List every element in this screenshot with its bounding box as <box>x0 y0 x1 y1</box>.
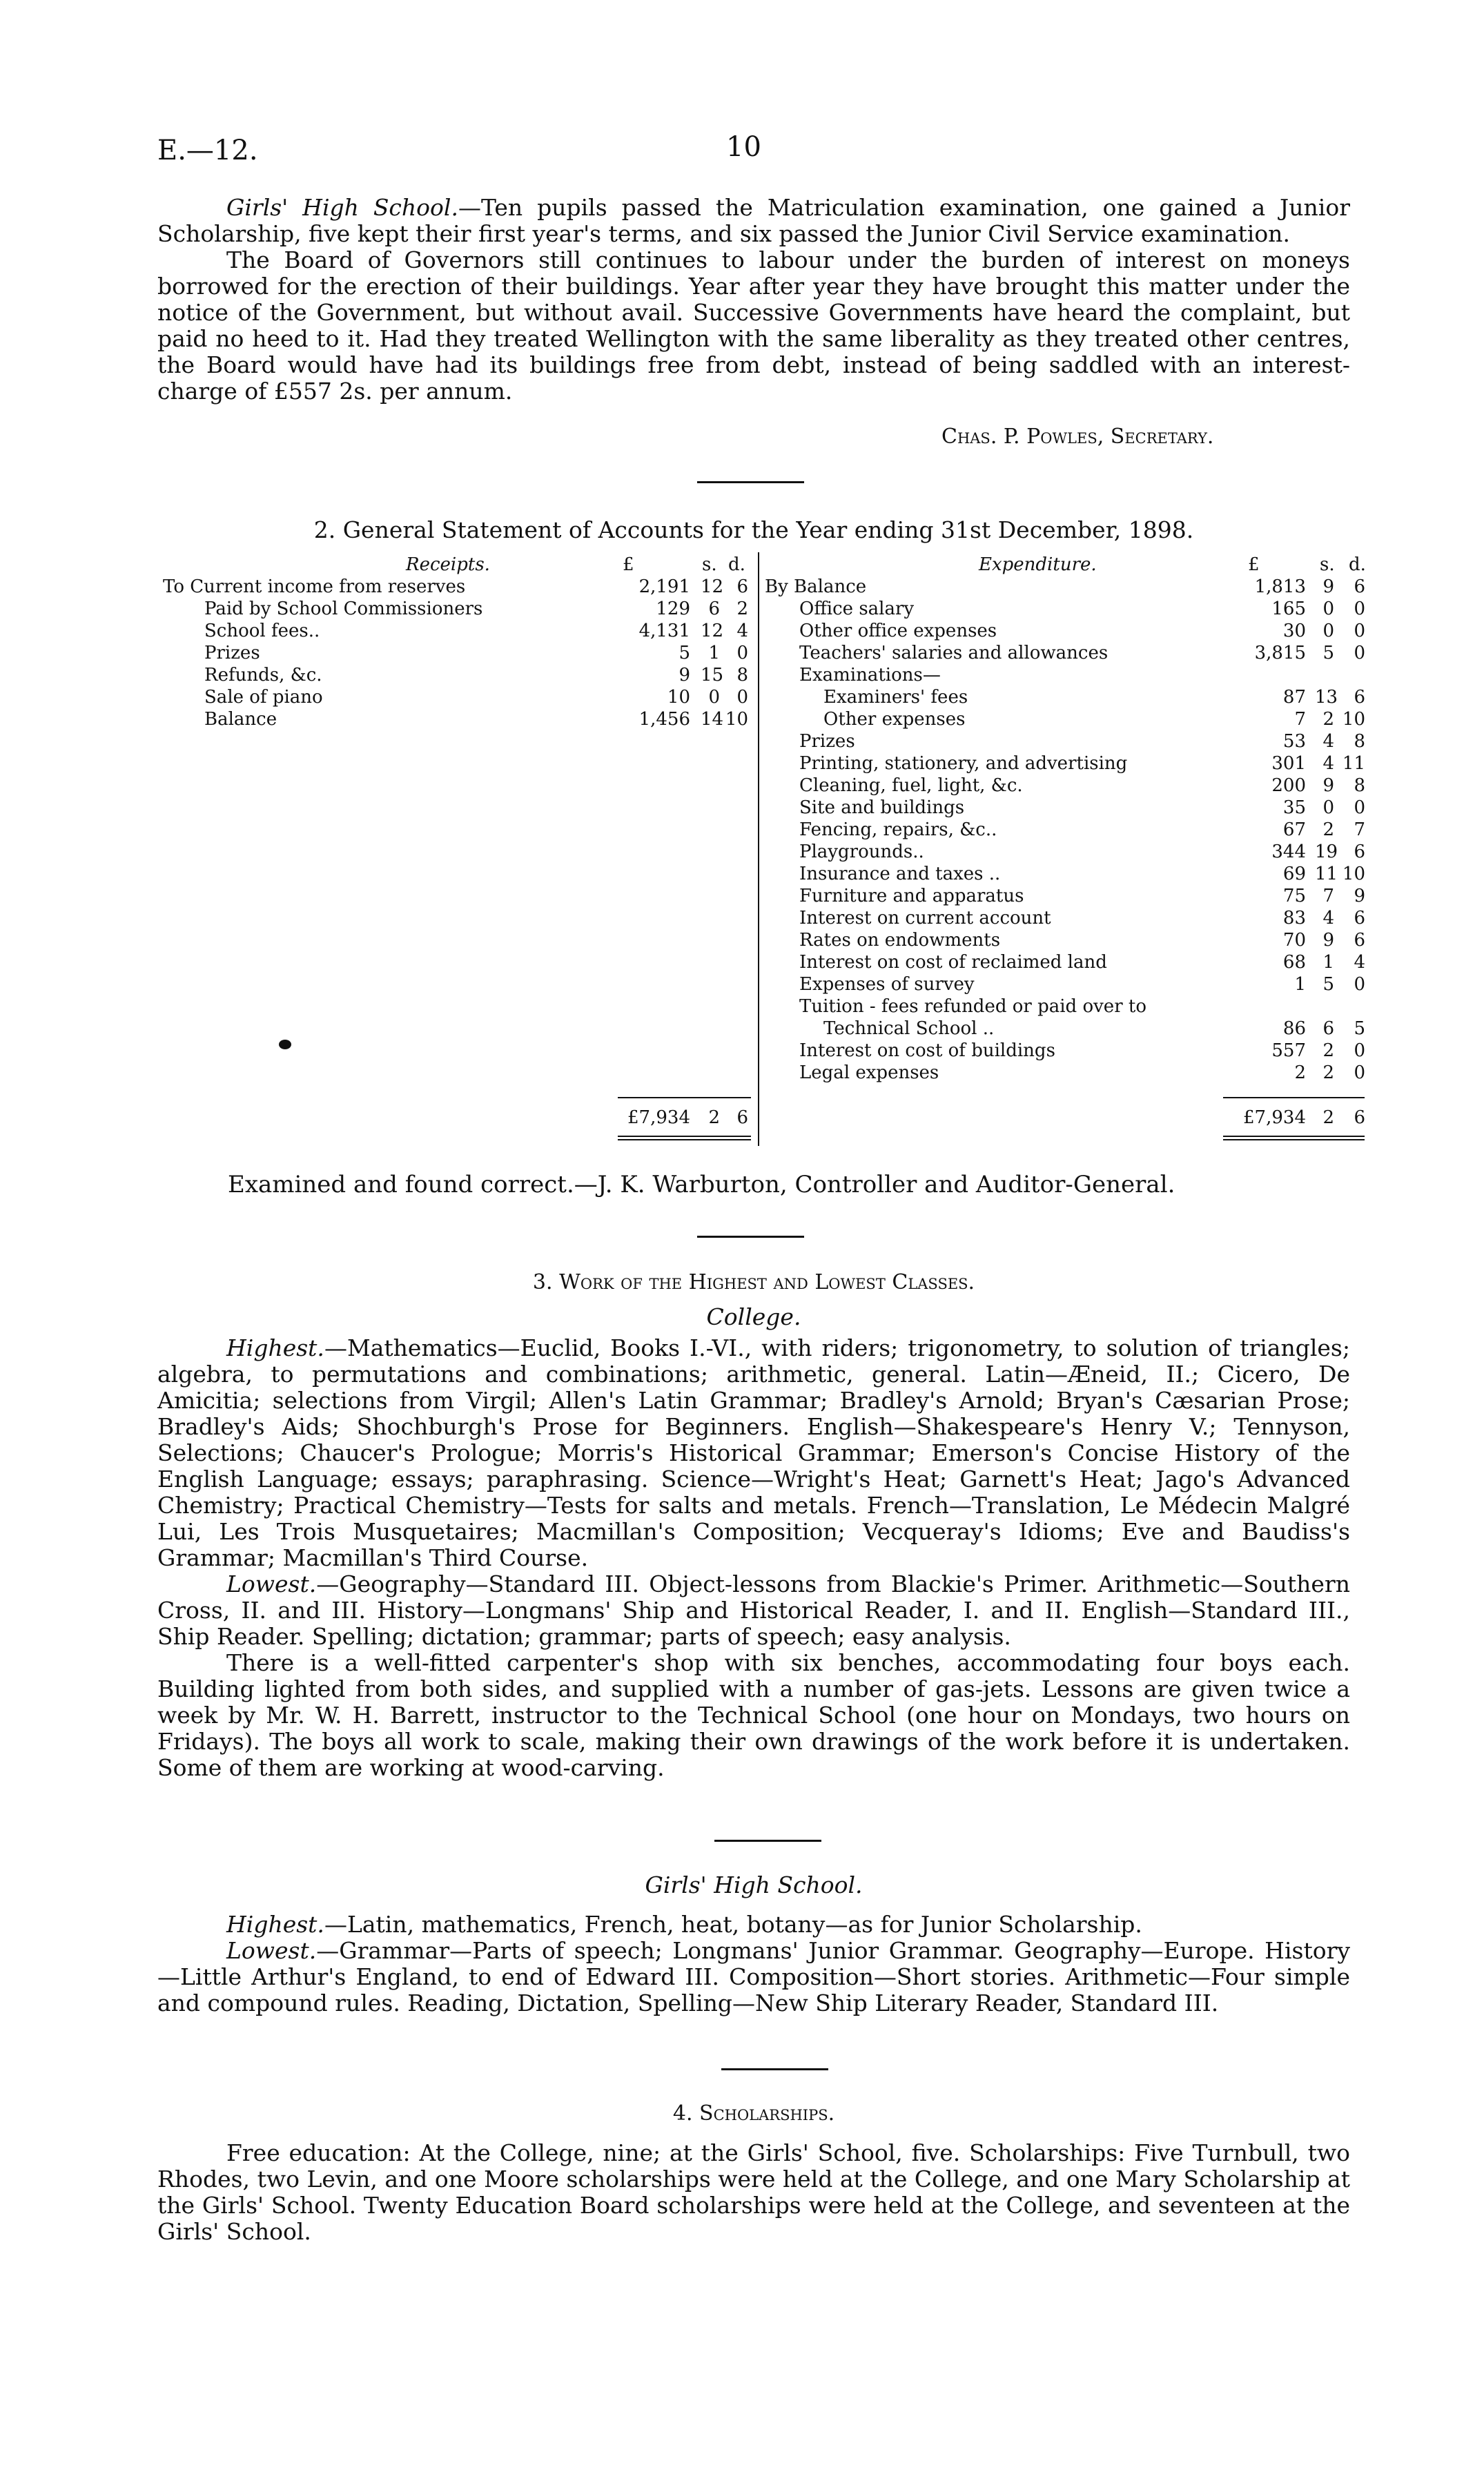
expenditure-total-pounds: £7,934 <box>1243 1107 1306 1128</box>
secretary-signature: Chas. P. Powles, Secretary. <box>941 425 1214 449</box>
scholarships-title: 4. Scholarships. <box>672 2101 835 2126</box>
amount-pounds: 30 <box>1282 621 1306 641</box>
receipts-total-rule-bottom <box>618 1136 751 1137</box>
amount-pence: 9 <box>1354 886 1365 906</box>
amount-pence: 11 <box>1342 753 1365 774</box>
account-item-label: Printing, stationery, and advertising <box>799 753 1128 774</box>
expenditure-total-rule-double <box>1223 1139 1365 1140</box>
amount-pounds: 35 <box>1282 797 1306 818</box>
girls-highest-lead: Highest. <box>226 1911 324 1938</box>
amount-pounds: 200 <box>1271 775 1306 796</box>
amount-pounds: 129 <box>656 599 690 619</box>
amount-pence: 0 <box>1354 1062 1365 1083</box>
account-item-label: Prizes <box>204 643 260 663</box>
page-number: 10 <box>726 131 761 163</box>
column-divider <box>758 552 759 1146</box>
amount-pence: 8 <box>736 665 748 686</box>
amount-shillings: 2 <box>1322 1062 1334 1083</box>
amount-pence: 6 <box>1354 687 1365 708</box>
amount-pounds: 9 <box>678 665 690 686</box>
divider <box>697 481 804 483</box>
receipts-total-pounds: £7,934 <box>627 1107 690 1128</box>
account-item-label: Technical School .. <box>823 1018 995 1039</box>
amount-shillings: 6 <box>1322 1018 1334 1039</box>
ink-blot-mark <box>277 1038 293 1051</box>
amount-shillings: 9 <box>1322 576 1334 597</box>
amount-pence: 0 <box>736 643 748 663</box>
amount-pence: 0 <box>1354 599 1365 619</box>
amount-pence: 6 <box>1354 842 1365 862</box>
receipts-heading: Receipts. <box>406 554 490 575</box>
amount-pence: 5 <box>1354 1018 1365 1039</box>
expenditure-total-rule-bottom <box>1223 1136 1365 1137</box>
amount-pence: 4 <box>1354 952 1365 973</box>
divider <box>721 2068 828 2070</box>
amount-pence: 2 <box>736 599 748 619</box>
amount-pence: 6 <box>1354 576 1365 597</box>
scholarships-text-block <box>157 2140 1350 2245</box>
amount-pounds: 86 <box>1282 1018 1306 1039</box>
account-item-label: Examinations— <box>799 665 941 686</box>
amount-pounds: 70 <box>1282 930 1306 951</box>
amount-pence: 6 <box>736 576 748 597</box>
receipts-total-rule-double <box>618 1139 751 1140</box>
report-sentence: —Ten pupils passed the Matriculation examination, one gained a Junior Scholarship, five kept their first year's terms, and six passed the Junior Civil Service examination. <box>157 194 1350 247</box>
amount-shillings: 4 <box>1322 731 1334 752</box>
accounts-title: 2. General Statement of Accounts for the Year ending 31st December, 1898. <box>313 516 1194 543</box>
amount-pence: 0 <box>1354 621 1365 641</box>
divider <box>714 1840 821 1842</box>
receipts-total-rule-top <box>618 1097 751 1098</box>
amount-pounds: 75 <box>1282 886 1306 906</box>
account-item-label: Interest on cost of reclaimed land <box>799 952 1107 973</box>
amount-shillings: 11 <box>1315 864 1338 884</box>
account-item-label: Legal expenses <box>799 1062 939 1083</box>
amount-pounds: 87 <box>1282 687 1306 708</box>
amount-pounds: 4,131 <box>638 621 690 641</box>
amount-shillings: 0 <box>1322 599 1334 619</box>
amount-pounds: 83 <box>1282 908 1306 929</box>
account-item-label: Other office expenses <box>799 621 997 641</box>
expenditure-pence-header: d. <box>1349 554 1366 575</box>
receipts-pence-header: d. <box>728 554 745 575</box>
account-item-label: Paid by School Commissioners <box>204 599 483 619</box>
amount-pounds: 1,813 <box>1254 576 1306 597</box>
amount-shillings: 12 <box>701 576 724 597</box>
college-heading: College. <box>706 1303 801 1330</box>
college-lowest-lead: Lowest. <box>226 1571 317 1597</box>
account-item-label: Rates on endowments <box>799 930 1001 951</box>
amount-shillings: 2 <box>1322 819 1334 840</box>
amount-pence: 8 <box>1354 775 1365 796</box>
amount-pounds: 1,456 <box>638 709 690 730</box>
expenditure-total-shillings: 2 <box>1322 1107 1334 1128</box>
amount-pounds: 557 <box>1271 1040 1306 1061</box>
account-item-label: Examiners' fees <box>823 687 968 708</box>
receipts-shilling-header: s. <box>702 554 717 575</box>
expenditure-pound-header: £ <box>1248 554 1260 575</box>
amount-pence: 4 <box>736 621 748 641</box>
expenditure-shilling-header: s. <box>1320 554 1335 575</box>
receipts-total-shillings: 2 <box>708 1107 720 1128</box>
amount-shillings: 6 <box>708 599 720 619</box>
amount-pence: 0 <box>1354 1040 1365 1061</box>
amount-pounds: 2 <box>1294 1062 1306 1083</box>
girls-high-school-report <box>157 195 1350 405</box>
account-item-label: Furniture and apparatus <box>799 886 1024 906</box>
amount-shillings: 4 <box>1322 908 1334 929</box>
account-item-label: Teachers' salaries and allowances <box>799 643 1109 663</box>
expenditure-total-rule-top <box>1223 1097 1365 1098</box>
amount-pounds: 344 <box>1271 842 1306 862</box>
amount-pence: 10 <box>725 709 748 730</box>
work-title: 3. Work of the Highest and Lowest Classes. <box>532 1270 975 1294</box>
amount-pounds: 10 <box>667 687 690 708</box>
amount-pence: 6 <box>1354 908 1365 929</box>
amount-shillings: 4 <box>1322 753 1334 774</box>
account-item-label: To Current income from reserves <box>163 576 466 597</box>
amount-shillings: 0 <box>1322 621 1334 641</box>
account-item-label: Playgrounds.. <box>799 842 924 862</box>
account-item-label: Sale of piano <box>204 687 323 708</box>
expenditure-heading: Expenditure. <box>979 554 1097 575</box>
amount-shillings: 7 <box>1322 886 1334 906</box>
amount-shillings: 5 <box>1322 643 1334 663</box>
amount-pence: 0 <box>1354 643 1365 663</box>
amount-pounds: 69 <box>1282 864 1306 884</box>
report-lead: Girls' High School. <box>226 194 458 221</box>
report-code: E.—12. <box>157 135 258 166</box>
report-paragraph: The Board of Governors still continues to labour under the burden of interest on moneys borrowed for the erection of their buildings. Year after year they have brought this matter under the notice of the Government, but without avail. Successive Governments have heard the complaint, but paid no heed to it. Had they treated Wellington with the same liberality as they treated other centres, the Board would have had its buildings free from debt, instead of being saddled with an interest-charge of £557 2s. per annum. <box>157 246 1350 405</box>
divider <box>697 1236 804 1238</box>
girls-school-heading: Girls' High School. <box>645 1872 863 1898</box>
carpenter-shop-text: There is a well-fitted carpenter's shop with six benches, accommodating four boys each. Building lighted from both sides, and supplied with a number of gas-jets. Lessons are given twice a week by Mr. W. H. Barrett, instructor to the Technical School (one hour on Mondays, two hours on Fridays). The boys all work to scale, making their own drawings of the work before it is undertaken. Some of them are working at wood-carving. <box>157 1649 1350 1781</box>
expenditure-total-pence: 6 <box>1354 1107 1365 1128</box>
scholarships-text: Free education: At the College, nine; at the Girls' School, five. Scholarships: Five Turnbull, two Rhodes, two Levin, and one Moore scholarships were held at the College, and one Mary Scholarship at the Girls' School. Twenty Education Board scholarships were held at the College, and seventeen at the Girls' School. <box>157 2139 1350 2245</box>
amount-shillings: 13 <box>1315 687 1338 708</box>
amount-pence: 10 <box>1342 709 1365 730</box>
amount-pence: 6 <box>1354 930 1365 951</box>
receipts-pound-header: £ <box>623 554 634 575</box>
account-item-label: Interest on current account <box>799 908 1051 929</box>
receipts-total-pence: 6 <box>736 1107 748 1128</box>
amount-pounds: 67 <box>1282 819 1306 840</box>
amount-pounds: 5 <box>678 643 690 663</box>
amount-pounds: 165 <box>1271 599 1306 619</box>
amount-pence: 0 <box>736 687 748 708</box>
amount-shillings: 9 <box>1322 775 1334 796</box>
amount-shillings: 1 <box>708 643 720 663</box>
amount-pence: 0 <box>1354 797 1365 818</box>
account-item-label: Site and buildings <box>799 797 965 818</box>
amount-shillings: 0 <box>1322 797 1334 818</box>
account-item-label: Tuition - fees refunded or paid over to <box>799 996 1146 1017</box>
amount-pounds: 301 <box>1271 753 1306 774</box>
amount-shillings: 2 <box>1322 1040 1334 1061</box>
college-lowest-text: —Geography—Standard III. Object-lessons from Blackie's Primer. Arithmetic—Southern Cross, II. and III. History—Longmans' Ship and Historical Reader, I. and II. English—Standard III., Ship Reader. Spelling; dictation; grammar; parts of speech; easy analysis. <box>157 1571 1350 1650</box>
girls-lowest-text: —Grammar—Parts of speech; Longmans' Junior Grammar. Geography—Europe. History—Little Arthur's England, to end of Edward III. Composition—Short stories. Arithmetic—Four simple and compound rules. Reading, Dictation, Spelling—New Ship Literary Reader, Standard III. <box>157 1937 1350 2016</box>
account-item-label: Fencing, repairs, &c.. <box>799 819 997 840</box>
amount-pounds: 68 <box>1282 952 1306 973</box>
college-highest-text: —Mathematics—Euclid, Books I.-VI., with riders; trigonometry, to solution of triangles; algebra, to permutations and combinations; arithmetic, general. Latin—Æneid, II.; Cicero, De Amicitia; selections from Virgil; Allen's Latin Grammar; Bradley's Arnold; Bryan's Cæsarian Prose; Bradley's Aids; Shochburgh's Prose for Beginners. English—Shakespeare's Henry V.; Tennyson, Selections; Chaucer's Prologue; Morris's Historical Grammar; Emerson's Concise History of the English Language; essays; paraphrasing. Science—Wright's Heat; Garnett's Heat; Jago's Advanced Chemistry; Practical Chemistry—Tests for salts and metals. French—Translation, Le Médecin Malgré Lui, Les Trois Musquetaires; Macmillan's Composition; Vecqueray's Idioms; Eve and Baudiss's Grammar; Macmillan's Third Course. <box>157 1334 1350 1571</box>
amount-pounds: 53 <box>1282 731 1306 752</box>
account-item-label: Prizes <box>799 731 855 752</box>
amount-pence: 10 <box>1342 864 1365 884</box>
girls-lowest-lead: Lowest. <box>226 1937 317 1964</box>
account-item-label: Refunds, &c. <box>204 665 322 686</box>
account-item-label: Cleaning, fuel, light, &c. <box>799 775 1023 796</box>
amount-shillings: 2 <box>1322 709 1334 730</box>
college-highest-lead: Highest. <box>226 1334 324 1361</box>
college-syllabus <box>157 1335 1350 1781</box>
account-item-label: Expenses of survey <box>799 974 975 995</box>
auditor-note: Examined and found correct.—J. K. Warburton, Controller and Auditor-General. <box>228 1171 1175 1198</box>
account-item-label: Interest on cost of buildings <box>799 1040 1055 1061</box>
amount-pence: 8 <box>1354 731 1365 752</box>
account-item-label: Office salary <box>799 599 915 619</box>
amount-pence: 7 <box>1354 819 1365 840</box>
amount-shillings: 14 <box>701 709 724 730</box>
amount-shillings: 0 <box>708 687 720 708</box>
amount-shillings: 1 <box>1322 952 1334 973</box>
amount-pounds: 3,815 <box>1254 643 1306 663</box>
account-item-label: Other expenses <box>823 709 966 730</box>
account-item-label: Insurance and taxes .. <box>799 864 1001 884</box>
account-item-label: By Balance <box>765 576 867 597</box>
account-item-label: School fees.. <box>204 621 320 641</box>
amount-shillings: 19 <box>1315 842 1338 862</box>
amount-shillings: 9 <box>1322 930 1334 951</box>
amount-shillings: 15 <box>701 665 724 686</box>
amount-pounds: 1 <box>1294 974 1306 995</box>
girls-highest-text: —Latin, mathematics, French, heat, botany—as for Junior Scholarship. <box>324 1911 1142 1938</box>
amount-shillings: 5 <box>1322 974 1334 995</box>
amount-pounds: 2,191 <box>638 576 690 597</box>
amount-pence: 0 <box>1354 974 1365 995</box>
account-item-label: Balance <box>204 709 277 730</box>
girls-school-syllabus <box>157 1912 1350 2016</box>
amount-shillings: 12 <box>701 621 724 641</box>
amount-pounds: 7 <box>1294 709 1306 730</box>
